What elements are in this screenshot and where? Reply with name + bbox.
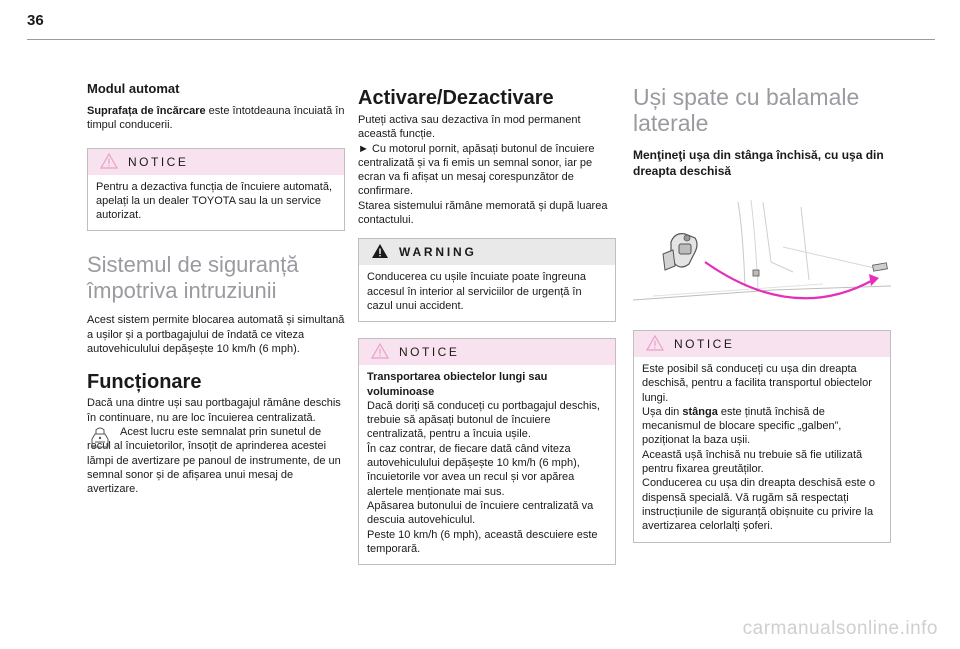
notice-title: NOTICE — [674, 337, 735, 351]
warning-text: Conducerea cu ușile încuiate poate îngreuna accesul în interior al serviciilor de urgență în cazul unui accident. — [367, 271, 586, 312]
column-right — [633, 84, 891, 543]
heading-activation: Activare/Dezactivare — [358, 87, 554, 109]
heading-operation: Funcționare — [87, 371, 202, 394]
warning-title: WARNING — [399, 245, 477, 260]
notice-text: Pentru a dezactiva funcția de încuiere automată, apelați la un dealer TOYOTA sau la un service autorizat. — [96, 180, 333, 222]
notice-p1: Este posibil să conduceți cu ușa din dreapta deschisă, pentru a facilita transportul obiectelor lungi. — [642, 363, 872, 404]
latch-mechanism-icon — [663, 234, 697, 270]
notice-title: NOTICE — [128, 154, 189, 169]
warning-header — [359, 239, 615, 265]
page-number: 36 — [27, 12, 44, 29]
heading-auto-mode: Modul automat — [87, 81, 180, 96]
column-left — [87, 80, 345, 496]
operation-text: Dacă una dintre uși sau portbagajul rămâne deschis în continuare, nu are loc încuierea centralizată. — [87, 397, 341, 424]
arrow-head-icon — [869, 274, 879, 286]
caution-triangle-icon — [100, 153, 118, 169]
warning-box — [358, 238, 616, 322]
rear-door-latch-illustration — [633, 192, 891, 304]
notice-p2-end: este ținută închisă de mecanismul de blocare specific „galben”, poziționat la baza ușii. — [642, 405, 842, 447]
notice-box-open-door — [633, 330, 891, 543]
section-title-security — [87, 252, 345, 304]
notice-subheading: Transportarea obiectelor lungi sau voluminoase — [367, 371, 548, 398]
notice-text: Dacă doriți să conduceți cu portbagajul deschis, trebuie să apăsați butonul de încuiere centralizată, pentru a încuia ușile. În caz contrar, de fiecare dată când viteza autovehiculului depășește 10 km/h (6 mph), încuietorile vor avea un recul și vor apărea alertele menționate mai sus. Apăsarea butonului de încuiere centralizată va descuia autovehiculul. Peste 10 km/h (6 mph), această descuiere este temporară. — [367, 399, 600, 555]
caution-triangle-icon — [646, 335, 664, 351]
notice-title: NOTICE — [399, 345, 460, 360]
auto-mode-text — [87, 104, 345, 133]
notice-box-auto — [87, 148, 345, 232]
notice-p4: Conducerea cu ușa din dreapta deschisă este o dispensă specială. Vă rugăm să respectați instrucțiunile de siguranță obișnuite cu privire la avertizarea celorlalți șoferi. — [642, 477, 875, 533]
rear-doors-subheading: Menţineţi uşa din stânga închisă, cu uşa din dreapta deschisă — [633, 148, 884, 178]
open-door-warning-lamp-icon — [87, 425, 113, 451]
notice-box-long-objects — [358, 338, 616, 565]
title-line2: laterale — [633, 110, 709, 136]
notice-p2-start: Ușa din — [642, 405, 683, 418]
title-line1: Uși spate cu balamale — [633, 84, 860, 110]
notice-p3: Această ușă închisă nu trebuie să fie utilizată pentru fixarea greutăților. — [642, 448, 863, 476]
section-title-line2: împotriva intruziunii — [87, 278, 277, 304]
section-title-rear-doors — [633, 84, 891, 136]
security-text: Acest sistem permite blocarea automată și simultană a ușilor și a portbagajului de îndată ce viteza autovehiculului depășește 10 km/h (6 mph). — [87, 314, 345, 356]
lock-warning-text: Acest lucru este semnalat prin sunetul de recul al încuietorilor, însoțit de aprinderea acestei lămpi de avertizare pe panoul de instrumente, de un semnal sonor și de afișarea unui mesaj de avertizare. — [87, 425, 341, 496]
caution-triangle-icon — [371, 343, 389, 359]
notice-p2-bold: stânga — [682, 405, 718, 418]
footer-watermark: carmanualsonline.info — [742, 618, 938, 639]
notice-header — [88, 149, 344, 175]
header-divider — [27, 39, 935, 40]
column-middle — [358, 86, 616, 565]
lock-warning-paragraph — [87, 425, 345, 496]
warning-triangle-icon — [371, 243, 389, 259]
notice-header — [359, 339, 615, 365]
notice-header — [634, 331, 890, 357]
auto-mode-bold: Suprafața de încărcare — [87, 105, 206, 117]
notice-p2 — [642, 405, 882, 448]
activation-text: Puteți activa sau dezactiva în mod permanent această funcție. ► Cu motorul pornit, apăsați butonul de încuiere centralizată și va fi emis un semnal sonor, iar pe ecran va fi afișat un mesaj corespunzător de confirmare. Starea sistemului rămâne memorată și după luarea contactului. — [358, 114, 608, 227]
section-title-line1: Sistemul de siguranță — [87, 252, 299, 278]
auto-mode-rest: este întotdeauna încuiată în timpul conducerii. — [87, 105, 345, 132]
